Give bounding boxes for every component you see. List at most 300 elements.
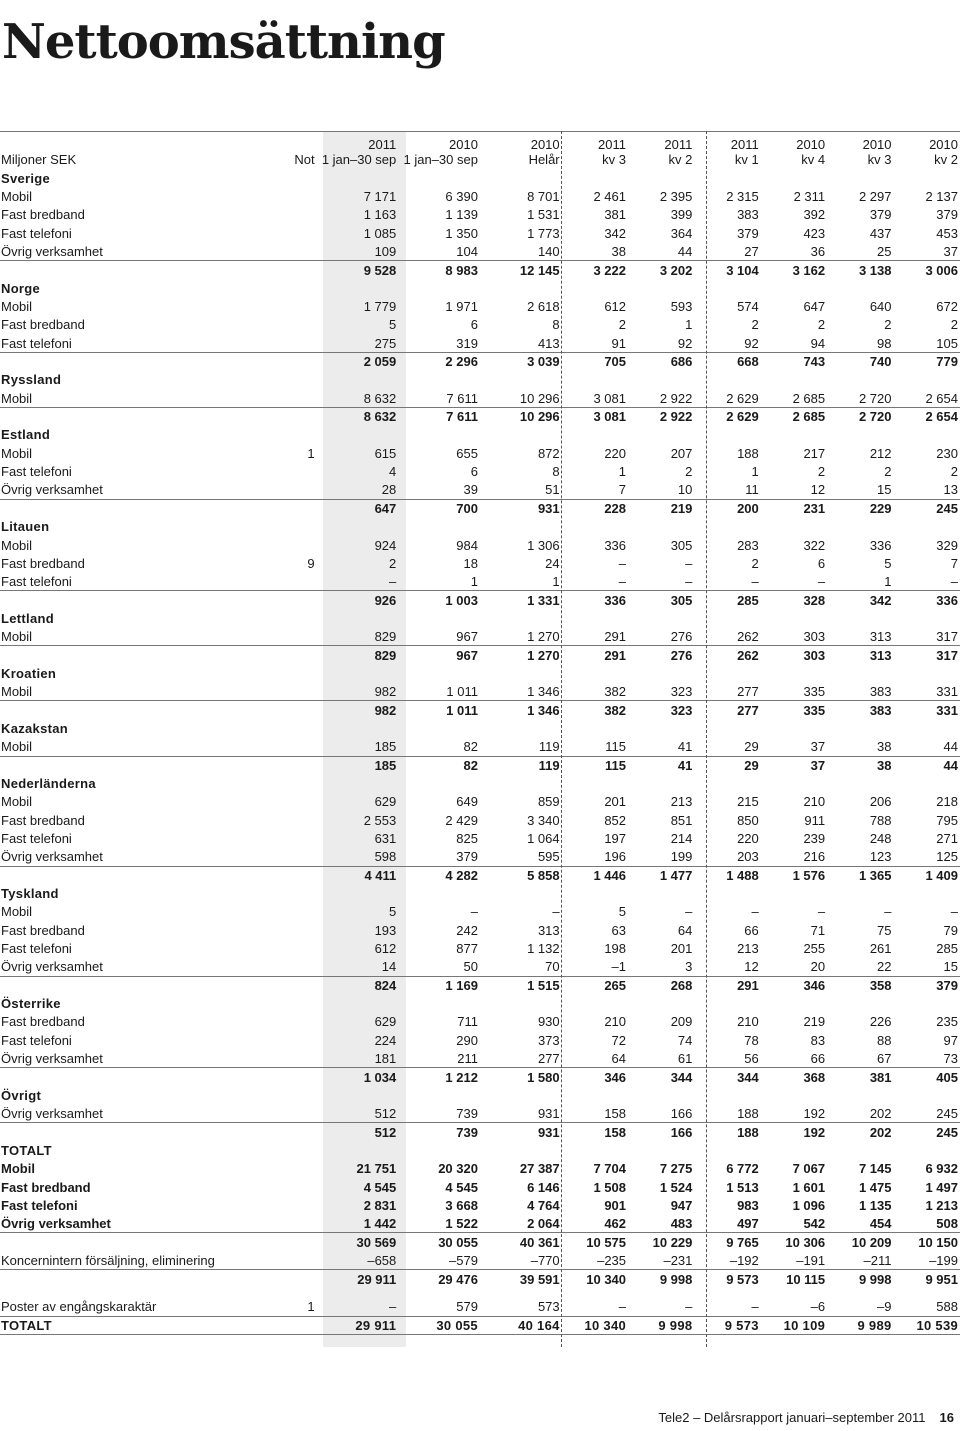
value-cell: 109 [374, 243, 397, 259]
row-label [0, 352, 228, 370]
sum-row [0, 591, 960, 609]
value-cell: 629 [374, 1014, 397, 1030]
table-row [0, 444, 960, 462]
row-note [228, 573, 317, 591]
value-cell: 2 296 [398, 352, 480, 370]
row-label: Fast telefoni [1, 1197, 78, 1213]
row-label [0, 1123, 228, 1141]
row-label: Fast bredband [1, 317, 85, 333]
value-cell: 7 171 [363, 189, 397, 205]
value-cell: 1 064 [527, 831, 560, 847]
value-cell: 88 [877, 1032, 892, 1048]
row-note [228, 756, 317, 774]
value-cell: 12 145 [480, 261, 562, 279]
header-period: 1 jan–30 sep [403, 152, 478, 167]
section-header-row [0, 994, 960, 1012]
table-row [0, 573, 960, 591]
row-note [228, 1105, 317, 1123]
value-cell: 6 [470, 464, 478, 480]
value-cell: 612 [604, 299, 627, 315]
value-cell: 829 [374, 629, 397, 645]
sum-row [0, 1270, 960, 1288]
value-cell: 1 034 [317, 1068, 399, 1086]
value-cell: 51 [545, 482, 560, 498]
table-row [0, 939, 960, 957]
value-cell: 200 [694, 499, 760, 517]
value-cell: 219 [628, 499, 694, 517]
value-cell: 2 553 [363, 812, 397, 828]
value-cell: 598 [374, 849, 397, 865]
header-period: kv 3 [867, 152, 892, 167]
header-year: 2010 [761, 132, 827, 153]
value-cell: –9 [877, 1299, 892, 1315]
value-cell: 229 [827, 499, 893, 517]
section-label: Ryssland [1, 372, 62, 388]
value-cell: 336 [562, 591, 628, 609]
value-cell: 92 [677, 335, 693, 351]
row-label: Fast bredband [1, 922, 85, 938]
value-cell: – [685, 555, 693, 571]
value-cell: 105 [936, 335, 958, 351]
value-cell: 285 [936, 941, 958, 957]
value-cell: 37 [761, 756, 827, 774]
value-cell: 686 [628, 352, 694, 370]
value-cell: 5 858 [480, 866, 562, 884]
value-cell: 574 [737, 299, 759, 315]
value-cell: 629 [374, 794, 397, 810]
row-note [228, 866, 317, 884]
row-label: Fast bredband [1, 1014, 85, 1030]
value-cell: 2 297 [858, 189, 892, 205]
row-note [228, 1251, 317, 1269]
value-cell: 1 331 [480, 591, 562, 609]
table-row [0, 793, 960, 811]
value-cell: 285 [694, 591, 760, 609]
value-cell: 2 720 [858, 390, 892, 406]
value-cell: 850 [737, 812, 759, 828]
value-cell: – [552, 904, 560, 920]
value-cell: 10 209 [827, 1233, 893, 1251]
value-cell: 346 [562, 1068, 628, 1086]
value-cell: 1 971 [445, 299, 478, 315]
row-label: Mobil [1, 189, 33, 205]
value-cell: –191 [796, 1252, 826, 1268]
value-cell: 71 [810, 922, 826, 938]
value-cell: – [817, 904, 826, 920]
value-cell: 4 764 [527, 1197, 560, 1213]
value-cell: 41 [628, 756, 694, 774]
table-row [0, 463, 960, 481]
value-cell: 1 132 [527, 941, 560, 957]
value-cell: 323 [670, 684, 693, 700]
value-cell: 640 [869, 299, 892, 315]
value-cell: 12 [744, 959, 759, 975]
row-label: Koncernintern försäljning, eliminering [1, 1252, 215, 1268]
value-cell: 78 [744, 1032, 759, 1048]
value-cell: 2 461 [593, 189, 627, 205]
value-cell: 711 [457, 1014, 478, 1030]
row-label: Mobil [1, 629, 33, 645]
table-row [0, 958, 960, 976]
value-cell: 226 [869, 1014, 892, 1030]
value-cell: 647 [317, 499, 399, 517]
value-cell: 3 006 [894, 261, 960, 279]
value-cell: 1 085 [363, 225, 397, 241]
value-cell: 5 [389, 317, 397, 333]
value-cell: 668 [694, 352, 760, 370]
page-footer [658, 1410, 954, 1425]
value-cell: 8 701 [527, 189, 560, 205]
page-title: Nettoomsättning [2, 14, 445, 70]
row-note: 9 [307, 555, 315, 571]
value-cell: 7 [618, 482, 627, 498]
row-label: Fast telefoni [1, 941, 72, 957]
value-cell: 61 [677, 1050, 693, 1066]
value-cell: 10 109 [761, 1316, 827, 1334]
value-cell: 462 [604, 1216, 627, 1232]
value-cell: – [389, 573, 397, 589]
header-period: kv 2 [668, 152, 693, 167]
value-cell: 24 [545, 555, 560, 571]
value-cell: 344 [628, 1068, 694, 1086]
row-note [228, 793, 317, 811]
table-row [0, 1251, 960, 1269]
value-cell: 342 [604, 225, 627, 241]
value-cell: 104 [456, 243, 478, 259]
value-cell: 379 [737, 225, 759, 241]
value-cell: – [618, 555, 627, 571]
value-cell: 512 [374, 1105, 397, 1121]
header-period: 1 jan–30 sep [321, 152, 397, 167]
value-cell: 336 [604, 537, 627, 553]
value-cell: 67 [877, 1050, 892, 1066]
value-cell: 44 [677, 243, 693, 259]
value-cell: 82 [463, 739, 478, 755]
value-cell: 7 067 [792, 1161, 826, 1177]
value-cell: 3 340 [527, 812, 560, 828]
value-cell: 224 [374, 1032, 397, 1048]
value-cell: 39 [463, 482, 478, 498]
value-cell: 11 [745, 482, 759, 498]
value-cell: 29 [694, 756, 760, 774]
value-cell: 1 096 [792, 1197, 826, 1213]
value-cell: 74 [677, 1032, 693, 1048]
row-note [228, 536, 317, 554]
value-cell: 982 [374, 684, 397, 700]
value-cell: 381 [827, 1068, 893, 1086]
value-cell: 220 [737, 831, 759, 847]
value-cell: 201 [670, 941, 693, 957]
value-cell: – [685, 1299, 693, 1315]
value-cell: 1 601 [792, 1179, 826, 1195]
value-cell: 323 [628, 701, 694, 719]
value-cell: 931 [480, 1123, 562, 1141]
section-header-row [0, 774, 960, 792]
value-cell: 66 [810, 1050, 826, 1066]
value-cell: –6 [810, 1299, 826, 1315]
value-cell: 631 [374, 831, 397, 847]
value-cell: 579 [456, 1299, 478, 1315]
value-cell: 303 [761, 646, 827, 664]
value-cell: 2 [751, 317, 759, 333]
row-label [0, 976, 228, 994]
value-cell: 2 315 [726, 189, 759, 205]
section-header-row [0, 426, 960, 444]
spacer-cell [0, 1288, 960, 1298]
value-cell: 212 [869, 445, 892, 461]
value-cell: 1 522 [445, 1216, 478, 1232]
row-note [228, 352, 317, 370]
value-cell: 3 081 [562, 407, 628, 425]
value-cell: 739 [398, 1123, 480, 1141]
value-cell: 7 275 [659, 1161, 693, 1177]
value-cell: 983 [737, 1197, 759, 1213]
value-cell: 188 [737, 445, 759, 461]
value-cell: –231 [663, 1252, 693, 1268]
row-note [228, 463, 317, 481]
value-cell: 3 [685, 959, 693, 975]
value-cell: 37 [943, 243, 958, 259]
value-cell: 437 [869, 225, 892, 241]
value-cell: 379 [936, 207, 958, 223]
value-cell: 331 [894, 701, 960, 719]
row-note [228, 297, 317, 315]
row-note [228, 921, 317, 939]
value-cell: 335 [761, 701, 827, 719]
row-note [228, 224, 317, 242]
value-cell: 331 [936, 684, 958, 700]
value-cell: 265 [562, 976, 628, 994]
row-label [0, 261, 228, 279]
header-period: Helår [528, 152, 560, 167]
value-cell: 3 668 [445, 1197, 478, 1213]
row-label: Övrig verksamhet [1, 849, 103, 865]
value-cell: 573 [537, 1299, 560, 1315]
table-row [0, 683, 960, 701]
value-cell: 242 [456, 922, 478, 938]
value-cell: 5 [618, 904, 627, 920]
value-cell: 5 [389, 904, 397, 920]
value-cell: 15 [877, 482, 892, 498]
value-cell: 2 [817, 464, 826, 480]
row-note [228, 628, 317, 646]
value-cell: 317 [936, 629, 958, 645]
value-cell: 291 [694, 976, 760, 994]
value-cell: 825 [456, 831, 478, 847]
value-cell: 336 [869, 537, 892, 553]
row-label [0, 866, 228, 884]
row-label: TOTALT [0, 1316, 228, 1334]
value-cell: 73 [943, 1050, 958, 1066]
value-cell: 3 039 [480, 352, 562, 370]
row-label: Mobil [1, 390, 33, 406]
header-year: 2010 [480, 132, 562, 153]
value-cell: 193 [374, 922, 397, 938]
value-cell: –770 [530, 1252, 560, 1268]
row-label: Mobil [1, 1161, 35, 1177]
value-cell: 7 611 [398, 407, 480, 425]
value-cell: 9 989 [827, 1316, 893, 1334]
value-cell: 1 213 [925, 1197, 958, 1213]
value-cell: 6 146 [527, 1179, 560, 1195]
total-category-row [0, 1178, 960, 1196]
value-cell: 1 139 [445, 207, 478, 223]
value-cell: 9 951 [894, 1270, 960, 1288]
value-cell: 405 [894, 1068, 960, 1086]
value-cell: 2 059 [317, 352, 399, 370]
section-header-row [0, 1141, 960, 1159]
sum-row [0, 646, 960, 664]
value-cell: – [751, 573, 759, 589]
value-cell: 1 513 [726, 1179, 759, 1195]
grand-total-row [0, 1316, 960, 1334]
value-cell: 271 [936, 831, 958, 847]
value-cell: 379 [869, 207, 892, 223]
value-cell: 2 629 [726, 390, 759, 406]
row-label: Poster av engångskaraktär [1, 1299, 157, 1315]
value-cell: 245 [894, 1123, 960, 1141]
row-label: Övrig verksamhet [1, 1216, 111, 1232]
value-cell: 542 [803, 1216, 826, 1232]
row-label [0, 1233, 228, 1251]
value-cell: –1 [611, 959, 627, 975]
sum-row [0, 499, 960, 517]
value-cell: 192 [761, 1123, 827, 1141]
value-cell: 210 [737, 1014, 759, 1030]
value-cell: 2 654 [894, 407, 960, 425]
value-cell: 64 [677, 922, 693, 938]
sum-row [0, 976, 960, 994]
value-cell: 672 [936, 299, 958, 315]
value-cell: 20 320 [438, 1161, 478, 1177]
value-cell: 91 [611, 335, 627, 351]
table-row [0, 297, 960, 315]
section-label: Litauen [1, 519, 50, 535]
value-cell: 28 [381, 482, 397, 498]
row-note [228, 1013, 317, 1031]
revenue-table [0, 131, 960, 1335]
footer-text: Tele2 – Delårsrapport januari–september 2011 [658, 1410, 926, 1425]
value-cell: 4 282 [398, 866, 480, 884]
value-cell: 655 [456, 445, 478, 461]
header-period: kv 2 [934, 152, 958, 167]
row-label: Fast telefoni [1, 225, 72, 241]
sum-row [0, 866, 960, 884]
value-cell: 2 429 [445, 812, 478, 828]
table-row [0, 554, 960, 572]
row-label: Fast bredband [1, 207, 85, 223]
value-cell: 29 911 [317, 1270, 399, 1288]
value-cell: 2 [950, 464, 958, 480]
value-cell: 373 [537, 1032, 560, 1048]
value-cell: 123 [869, 849, 892, 865]
value-cell: 2 685 [761, 407, 827, 425]
value-cell: 245 [894, 499, 960, 517]
section-label: Norge [1, 280, 41, 296]
value-cell: 79 [943, 922, 958, 938]
value-cell: 1 003 [398, 591, 480, 609]
value-cell: 1 306 [527, 537, 560, 553]
value-cell: 268 [628, 976, 694, 994]
header-period: kv 1 [734, 152, 759, 167]
section-label: Kroatien [1, 665, 57, 681]
value-cell: 210 [803, 794, 826, 810]
row-label: Fast bredband [1, 555, 85, 571]
value-cell: 967 [398, 646, 480, 664]
value-cell: 64 [611, 1050, 627, 1066]
sum-row [0, 352, 960, 370]
section-header-row [0, 664, 960, 682]
row-note [228, 646, 317, 664]
row-label [0, 701, 228, 719]
value-cell: 924 [374, 537, 397, 553]
value-cell: 2 [817, 317, 826, 333]
value-cell: 202 [869, 1105, 892, 1121]
value-cell: – [950, 573, 958, 589]
value-cell: 982 [317, 701, 399, 719]
value-cell: 4 [389, 464, 397, 480]
value-cell: 1 [618, 464, 627, 480]
row-note [228, 903, 317, 921]
value-cell: 2 137 [925, 189, 958, 205]
value-cell: 40 361 [480, 1233, 562, 1251]
value-cell: 392 [803, 207, 826, 223]
value-cell: 1 524 [659, 1179, 693, 1195]
value-cell: –199 [929, 1252, 958, 1268]
value-cell: 38 [611, 243, 627, 259]
row-label: Övrig verksamhet [1, 243, 103, 259]
header-year: 2011 [562, 132, 628, 153]
value-cell: 901 [604, 1197, 627, 1213]
section-header-row [0, 884, 960, 902]
value-cell: 275 [374, 335, 397, 351]
value-cell: 9 765 [694, 1233, 760, 1251]
value-cell: 262 [694, 646, 760, 664]
value-cell: 872 [537, 445, 560, 461]
table-header [0, 132, 960, 170]
section-header-row [0, 719, 960, 737]
value-cell: 203 [737, 849, 759, 865]
value-cell: 235 [936, 1014, 958, 1030]
value-cell: – [685, 573, 693, 589]
value-cell: 291 [604, 629, 627, 645]
table-row [0, 738, 960, 756]
sum-row [0, 756, 960, 774]
value-cell: 1 531 [527, 207, 560, 223]
table-row [0, 848, 960, 866]
header-year: 2010 [827, 132, 893, 153]
value-cell: 593 [670, 299, 693, 315]
value-cell: 27 [744, 243, 759, 259]
value-cell: 1 011 [446, 684, 478, 700]
value-cell: 30 569 [317, 1233, 399, 1251]
value-cell: 700 [398, 499, 480, 517]
value-cell: 215 [737, 794, 759, 810]
value-cell: 9 998 [628, 1316, 694, 1334]
value-cell: 1 488 [694, 866, 760, 884]
value-cell: 166 [628, 1123, 694, 1141]
value-cell: – [685, 904, 693, 920]
value-cell: 38 [827, 756, 893, 774]
value-cell: 8 [552, 317, 560, 333]
row-note: 1 [307, 1299, 315, 1315]
value-cell: 649 [456, 794, 478, 810]
value-cell: 10 296 [480, 407, 562, 425]
value-cell: 92 [744, 335, 759, 351]
header-year: 2010 [398, 132, 480, 153]
value-cell: 1 169 [398, 976, 480, 994]
value-cell: 245 [936, 1105, 958, 1121]
